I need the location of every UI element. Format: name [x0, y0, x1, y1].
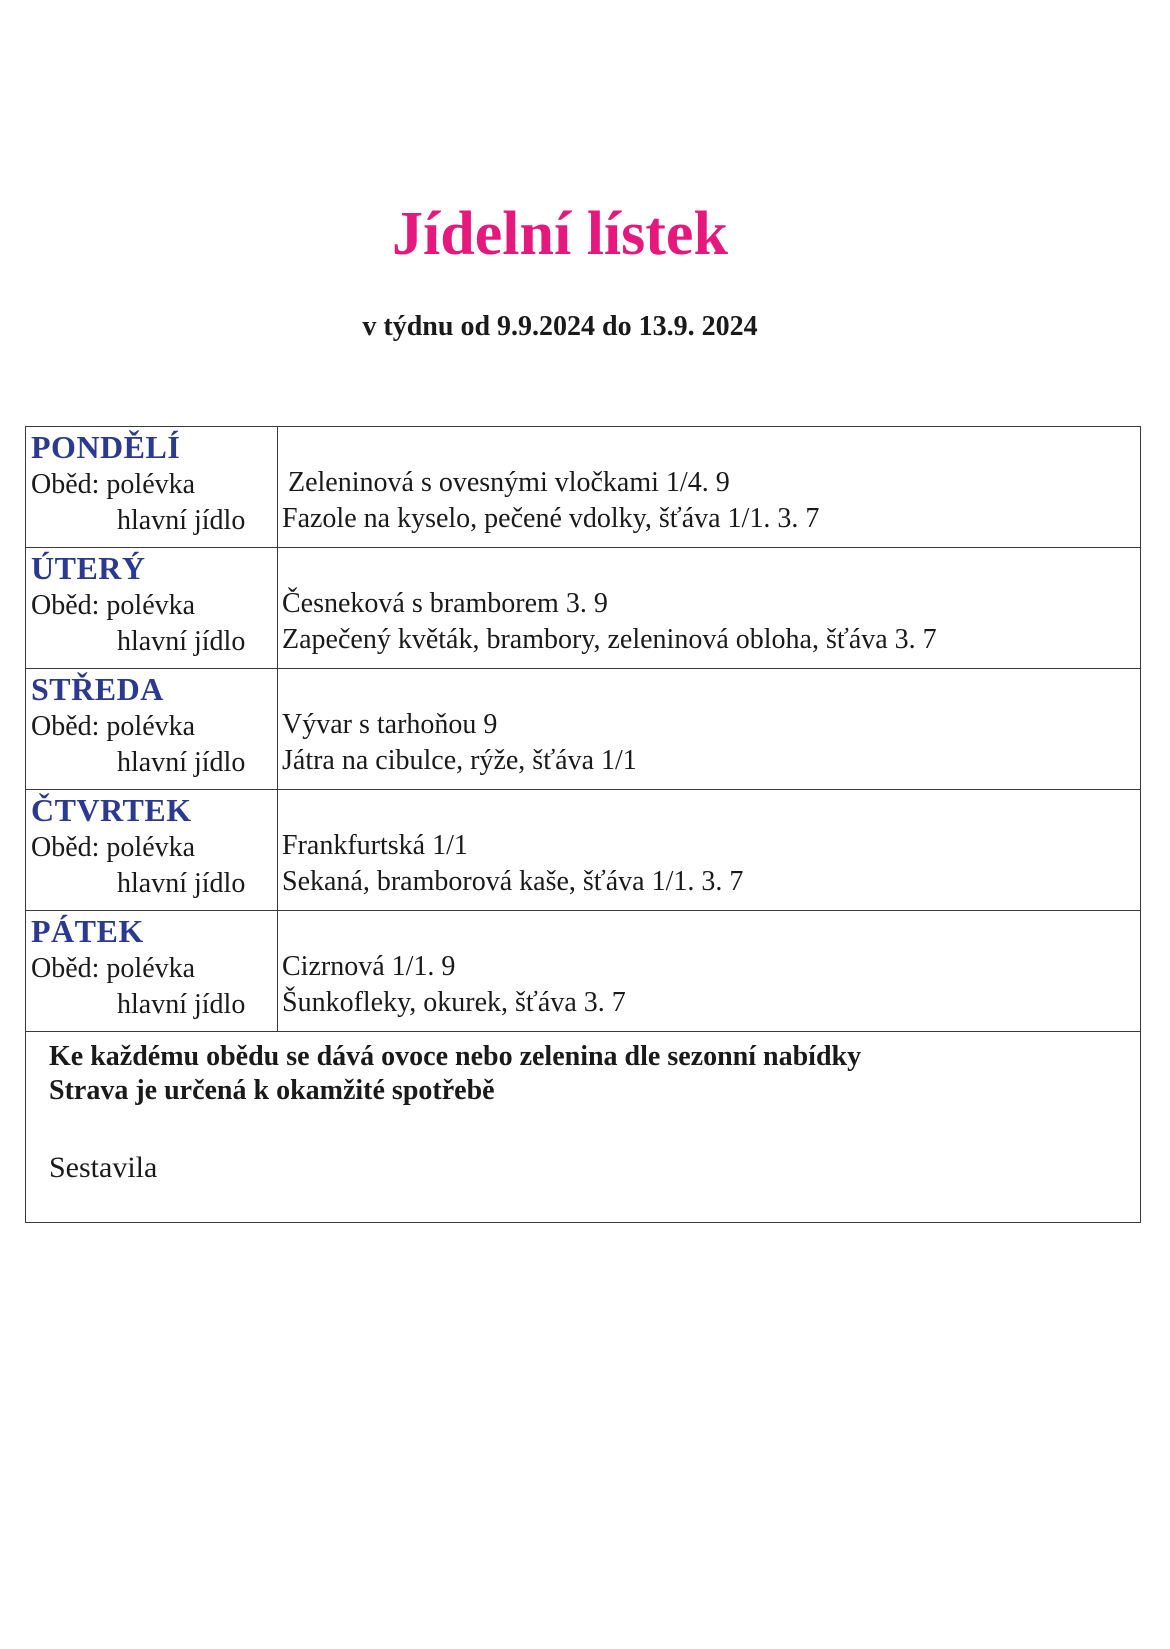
soup-dish: Zeleninová s ovesnými vločkami 1/4. 9 [288, 467, 730, 498]
menu-table [25, 426, 1141, 1223]
main-dish: Šunkofleky, okurek, šťáva 3. 7 [282, 987, 626, 1018]
soup-label: Oběd: polévka [31, 832, 196, 863]
day-name: PONDĚLÍ [31, 429, 181, 465]
day-label-cell [26, 911, 278, 1032]
menu-title: Jídelní lístek [392, 200, 728, 268]
day-row-wednesday [26, 669, 1141, 790]
main-course-label: hlavní jídlo [117, 747, 246, 778]
main-course-label: hlavní jídlo [117, 868, 246, 899]
dishes-cell [278, 911, 1141, 1032]
soup-dish: Vývar s tarhoňou 9 [282, 709, 498, 740]
day-name: ÚTERÝ [31, 550, 146, 586]
main-course-label: hlavní jídlo [117, 989, 246, 1020]
soup-dish: Frankfurtská 1/1 [282, 830, 468, 861]
soup-label: Oběd: polévka [31, 953, 196, 984]
main-dish: Zapečený květák, brambory, zeleninová obloha, šťáva 3. 7 [282, 624, 937, 655]
signature-label: Sestavila [49, 1151, 158, 1184]
day-label-cell [26, 427, 278, 548]
soup-label: Oběd: polévka [31, 711, 196, 742]
day-row-monday [26, 427, 1141, 548]
day-name: ČTVRTEK [31, 792, 192, 828]
consumption-note: Strava je určená k okamžité spotřebě [49, 1075, 495, 1106]
soup-dish: Cizrnová 1/1. 9 [282, 951, 456, 982]
dishes-cell [278, 790, 1141, 911]
dishes-cell [278, 669, 1141, 790]
main-dish: Játra na cibulce, rýže, šťáva 1/1 [282, 745, 637, 776]
footer-cell [26, 1032, 1141, 1223]
footer-row [26, 1032, 1141, 1223]
dishes-cell [278, 427, 1141, 548]
day-row-tuesday [26, 548, 1141, 669]
day-row-thursday [26, 790, 1141, 911]
day-label-cell [26, 548, 278, 669]
soup-label: Oběd: polévka [31, 590, 196, 621]
day-row-friday [26, 911, 1141, 1032]
main-dish: Fazole na kyselo, pečené vdolky, šťáva 1/1. 3. 7 [282, 503, 820, 534]
soup-dish: Česneková s bramborem 3. 9 [282, 588, 608, 619]
day-name: PÁTEK [31, 913, 144, 949]
day-label-cell [26, 669, 278, 790]
soup-label: Oběd: polévka [31, 469, 196, 500]
day-name: STŘEDA [31, 671, 164, 707]
main-course-label: hlavní jídlo [117, 505, 246, 536]
day-label-cell [26, 790, 278, 911]
main-dish: Sekaná, bramborová kaše, šťáva 1/1. 3. 7 [282, 866, 744, 897]
dishes-cell [278, 548, 1141, 669]
main-course-label: hlavní jídlo [117, 626, 246, 657]
fruit-note: Ke každému obědu se dává ovoce nebo zelenina dle sezonní nabídky [49, 1041, 862, 1072]
week-range: v týdnu od 9.9.2024 do 13.9. 2024 [362, 311, 758, 342]
